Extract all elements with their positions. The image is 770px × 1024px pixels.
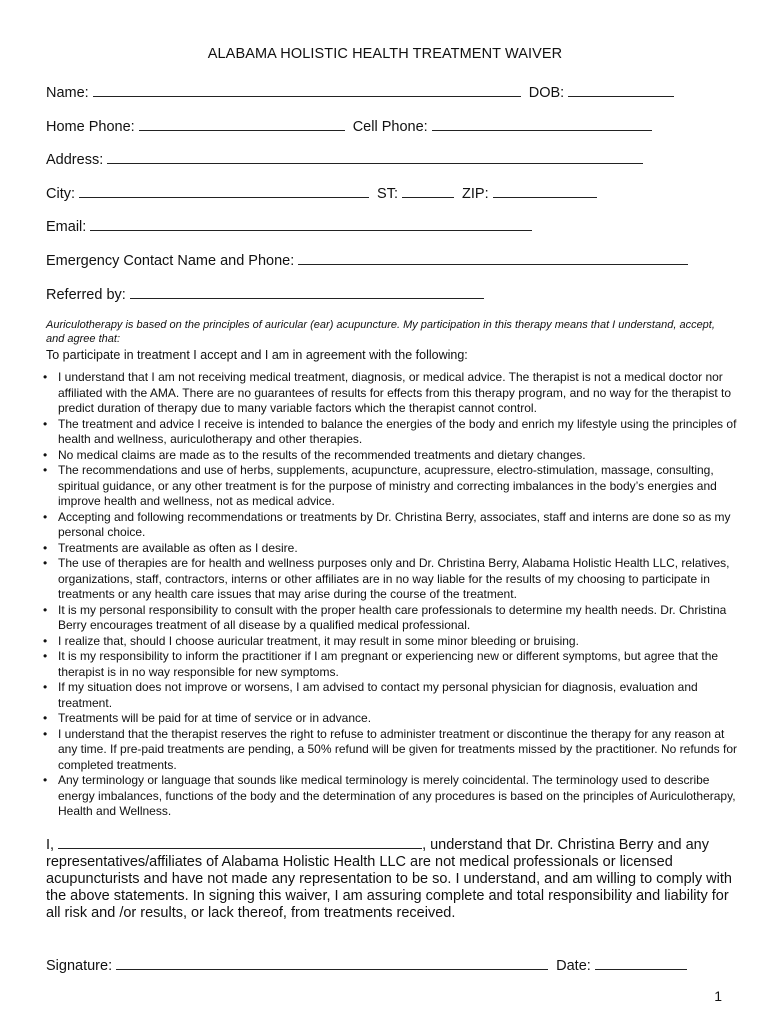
- list-item: • It is my personal responsibility to consult with the proper health care professionals to determine my health needs. Dr. Christina Berry encourages treatment of all disease by a qualified medical professional.: [46, 603, 746, 634]
- list-item: • I understand that I am not receiving medical treatment, diagnosis, or medical advice. The therapist is not a medical doctor nor affiliated with the AMA. There are no guarantees of results for effects from this therapy program, and no way for the therapist to predict duration of therapy due to many variable factors which the therapist cannot control.: [46, 370, 746, 417]
- name-field[interactable]: [93, 82, 521, 97]
- cell-phone-field[interactable]: [432, 116, 652, 131]
- list-item: • No medical claims are made as to the results of the recommended treatments and dietary changes.: [46, 448, 746, 464]
- home-phone-label: Home Phone:: [46, 119, 135, 135]
- list-item: • I understand that the therapist reserves the right to refuse to administer treatment or discontinue the therapy for any reason at any time. If pre-paid treatments are pending, a 50% refund will be given for treatments missed by the practitioner. No refunds for completed treatments.: [46, 727, 746, 774]
- terms-list: [28, 370, 746, 820]
- list-item: • Accepting and following recommendations or treatments by Dr. Christina Berry, associates, staff and interns are done so as my personal choice.: [46, 510, 746, 541]
- name-row: [46, 82, 674, 101]
- signature-field[interactable]: [116, 955, 548, 970]
- referred-by-field[interactable]: [130, 284, 484, 299]
- list-item: • If my situation does not improve or worsens, I am advised to contact my personal physician for diagnosis, evaluation and treatment.: [46, 680, 746, 711]
- email-row: [46, 216, 532, 235]
- email-label: Email:: [46, 219, 87, 235]
- city-field[interactable]: [79, 183, 369, 198]
- zip-field[interactable]: [493, 183, 597, 198]
- statement-text: , understand that Dr. Christina Berry and any representatives/affiliates of Alabama Holistic Health LLC are not medical professionals or licensed acupuncturists and have not made any representation to be so. I understand, and am willing to comply with the above statements. In signing this waiver, I am assuring complete and total responsibility and liability for all risk and /or results, or lack thereof, from treatments received.: [46, 837, 732, 921]
- phone-row: [46, 116, 652, 135]
- list-item: • I realize that, should I choose auricular treatment, it may result in some minor bleeding or bruising.: [46, 634, 746, 650]
- list-item: • The treatment and advice I receive is intended to balance the energies of the body and enrich my lifestyle using the principles of health and wellness, auriculotherapy and other therapies.: [46, 417, 746, 448]
- cell-phone-label: Cell Phone:: [352, 119, 428, 135]
- dob-label: DOB:: [528, 85, 565, 101]
- page-number: 1: [714, 988, 722, 1004]
- accept-line: To participate in treatment I accept and I am in agreement with the following:: [46, 348, 468, 362]
- statement-prefix: I,: [46, 837, 55, 853]
- emergency-row: [46, 250, 688, 269]
- list-item: • It is my responsibility to inform the practitioner if I am pregnant or experiencing new or different symptoms, but agree that the therapist is in no way responsible for new symptoms.: [46, 649, 746, 680]
- signature-row: [46, 955, 687, 974]
- signature-label: Signature:: [46, 958, 113, 974]
- intro-text: Auriculotherapy is based on the principles of auricular (ear) acupuncture. My participation in this therapy means that I understand, accept, and agree that:: [46, 319, 715, 345]
- address-label: Address:: [46, 152, 104, 168]
- dob-field[interactable]: [568, 82, 674, 97]
- zip-label: ZIP:: [462, 186, 489, 202]
- city-row: [46, 183, 597, 202]
- form-title: ALABAMA HOLISTIC HEALTH TREATMENT WAIVER: [207, 46, 563, 62]
- address-field[interactable]: [107, 149, 643, 164]
- emergency-contact-field[interactable]: [298, 250, 688, 265]
- name-label: Name:: [46, 85, 89, 101]
- list-item: • Treatments will be paid for at time of service or in advance.: [46, 711, 746, 727]
- address-row: [46, 149, 643, 168]
- emergency-contact-label: Emergency Contact Name and Phone:: [46, 253, 295, 269]
- city-label: City:: [46, 186, 75, 202]
- referred-row: [46, 284, 484, 303]
- email-field[interactable]: [90, 216, 532, 231]
- home-phone-field[interactable]: [139, 116, 345, 131]
- list-item: • The recommendations and use of herbs, supplements, acupuncture, acupressure, electro-stimulation, massage, consulting, spiritual guidance, or any other treatment is for the purpose of ministry and correcting imbalances in the body’s energies and improve health and wellness, not as medical advice.: [46, 463, 746, 510]
- participant-name-field[interactable]: [58, 835, 422, 849]
- date-field[interactable]: [595, 955, 687, 970]
- list-item: • Any terminology or language that sounds like medical terminology is merely coincidental. The terminology used to describe energy imbalances, functions of the body and the determination of any procedures is based on the principles of Auriculotherapy, Health and Wellness.: [46, 773, 746, 820]
- acknowledgement-paragraph: [46, 835, 736, 922]
- date-label: Date:: [556, 958, 591, 974]
- referred-by-label: Referred by:: [46, 287, 126, 303]
- list-item: • The use of therapies are for health and wellness purposes only and Dr. Christina Berry, Alabama Holistic Health LLC, relatives, organizations, staff, contractors, interns or other affiliates are in no way liable for the results of my choosing to participate in treatments or any health care issues that may arise during the course of the treatment.: [46, 556, 746, 603]
- list-item: • Treatments are available as often as I desire.: [46, 541, 746, 557]
- st-field[interactable]: [402, 183, 454, 198]
- st-label: ST:: [377, 186, 398, 202]
